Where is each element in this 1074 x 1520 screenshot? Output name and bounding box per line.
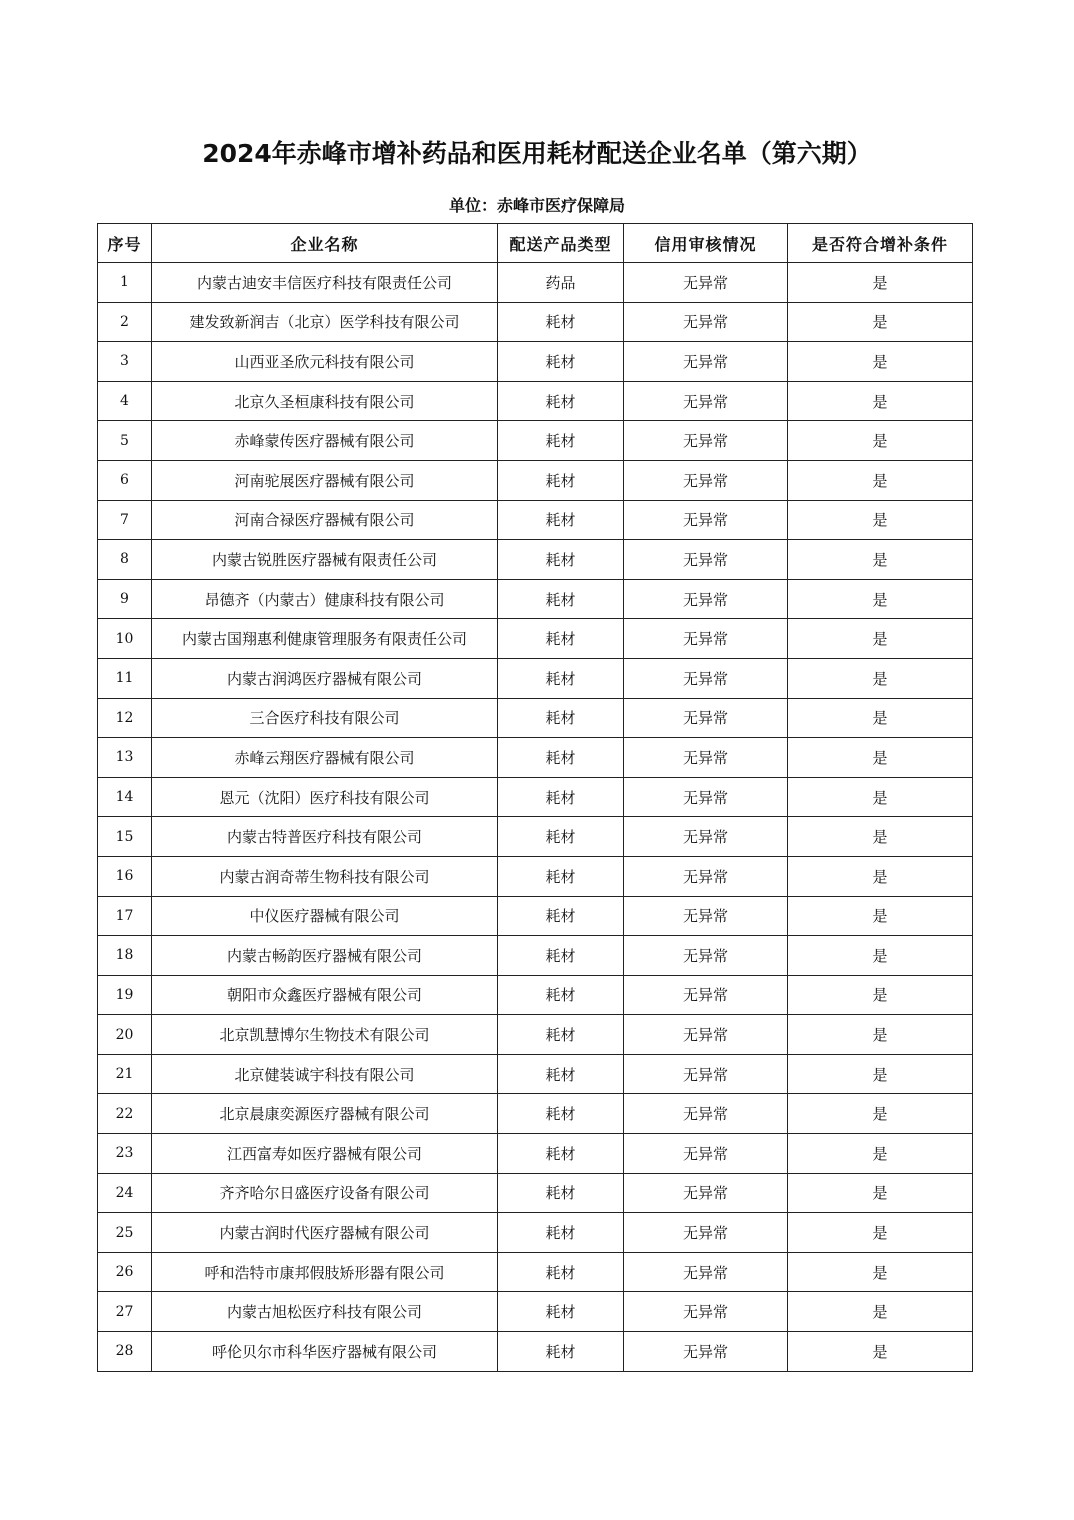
cell-eligibility: 是 <box>788 777 973 817</box>
cell-product-type: 耗材 <box>498 975 624 1015</box>
cell-credit-review: 无异常 <box>624 1213 788 1253</box>
cell-eligibility: 是 <box>788 817 973 857</box>
table-row <box>98 975 973 1015</box>
cell-seq: 2 <box>98 302 152 342</box>
cell-company-name: 内蒙古迪安丰信医疗科技有限责任公司 <box>152 263 498 303</box>
cell-company-name: 齐齐哈尔日盛医疗设备有限公司 <box>152 1173 498 1213</box>
cell-credit-review: 无异常 <box>624 1015 788 1055</box>
cell-eligibility: 是 <box>788 619 973 659</box>
cell-seq: 3 <box>98 342 152 382</box>
cell-credit-review: 无异常 <box>624 1332 788 1372</box>
cell-company-name: 建发致新润吉（北京）医学科技有限公司 <box>152 302 498 342</box>
cell-product-type: 耗材 <box>498 856 624 896</box>
cell-product-type: 耗材 <box>498 619 624 659</box>
cell-product-type: 耗材 <box>498 1213 624 1253</box>
cell-eligibility: 是 <box>788 579 973 619</box>
cell-company-name: 河南合禄医疗器械有限公司 <box>152 500 498 540</box>
cell-product-type: 药品 <box>498 263 624 303</box>
cell-seq: 5 <box>98 421 152 461</box>
cell-eligibility: 是 <box>788 263 973 303</box>
cell-eligibility: 是 <box>788 1134 973 1174</box>
table-row <box>98 1134 973 1174</box>
cell-seq: 27 <box>98 1292 152 1332</box>
table-row <box>98 342 973 382</box>
cell-seq: 4 <box>98 381 152 421</box>
cell-company-name: 北京健装诚宇科技有限公司 <box>152 1054 498 1094</box>
cell-product-type: 耗材 <box>498 698 624 738</box>
header-product-type: 配送产品类型 <box>498 224 624 263</box>
cell-company-name: 内蒙古旭松医疗科技有限公司 <box>152 1292 498 1332</box>
cell-eligibility: 是 <box>788 975 973 1015</box>
cell-credit-review: 无异常 <box>624 936 788 976</box>
cell-product-type: 耗材 <box>498 1054 624 1094</box>
cell-seq: 16 <box>98 856 152 896</box>
cell-credit-review: 无异常 <box>624 975 788 1015</box>
cell-seq: 12 <box>98 698 152 738</box>
cell-eligibility: 是 <box>788 698 973 738</box>
header-company-name: 企业名称 <box>152 224 498 263</box>
cell-credit-review: 无异常 <box>624 500 788 540</box>
cell-company-name: 内蒙古润鸿医疗器械有限公司 <box>152 658 498 698</box>
cell-eligibility: 是 <box>788 1054 973 1094</box>
cell-seq: 26 <box>98 1252 152 1292</box>
cell-seq: 13 <box>98 738 152 778</box>
cell-credit-review: 无异常 <box>624 738 788 778</box>
table-row <box>98 381 973 421</box>
cell-eligibility: 是 <box>788 421 973 461</box>
cell-eligibility: 是 <box>788 1332 973 1372</box>
cell-company-name: 河南驼展医疗器械有限公司 <box>152 460 498 500</box>
issuing-unit: 单位：赤峰市医疗保障局 <box>448 196 625 215</box>
cell-credit-review: 无异常 <box>624 1094 788 1134</box>
cell-eligibility: 是 <box>788 381 973 421</box>
cell-seq: 19 <box>98 975 152 1015</box>
cell-credit-review: 无异常 <box>624 381 788 421</box>
table-row <box>98 1292 973 1332</box>
table-row <box>98 500 973 540</box>
cell-seq: 8 <box>98 540 152 580</box>
table-row <box>98 856 973 896</box>
cell-company-name: 内蒙古特普医疗科技有限公司 <box>152 817 498 857</box>
cell-seq: 22 <box>98 1094 152 1134</box>
table-row <box>98 1213 973 1253</box>
table-row <box>98 1332 973 1372</box>
cell-product-type: 耗材 <box>498 658 624 698</box>
cell-product-type: 耗材 <box>498 381 624 421</box>
cell-company-name: 北京凯慧博尔生物技术有限公司 <box>152 1015 498 1055</box>
table-row <box>98 1054 973 1094</box>
table-row <box>98 936 973 976</box>
cell-eligibility: 是 <box>788 658 973 698</box>
cell-seq: 25 <box>98 1213 152 1253</box>
cell-credit-review: 无异常 <box>624 540 788 580</box>
cell-product-type: 耗材 <box>498 738 624 778</box>
table-row <box>98 540 973 580</box>
cell-credit-review: 无异常 <box>624 1054 788 1094</box>
cell-product-type: 耗材 <box>498 817 624 857</box>
cell-product-type: 耗材 <box>498 777 624 817</box>
table-row <box>98 896 973 936</box>
cell-seq: 15 <box>98 817 152 857</box>
cell-product-type: 耗材 <box>498 1015 624 1055</box>
cell-credit-review: 无异常 <box>624 263 788 303</box>
cell-credit-review: 无异常 <box>624 817 788 857</box>
cell-seq: 7 <box>98 500 152 540</box>
cell-product-type: 耗材 <box>498 1134 624 1174</box>
cell-company-name: 中仪医疗器械有限公司 <box>152 896 498 936</box>
cell-product-type: 耗材 <box>498 896 624 936</box>
cell-credit-review: 无异常 <box>624 658 788 698</box>
cell-product-type: 耗材 <box>498 1292 624 1332</box>
cell-seq: 10 <box>98 619 152 659</box>
cell-credit-review: 无异常 <box>624 421 788 461</box>
cell-credit-review: 无异常 <box>624 579 788 619</box>
cell-credit-review: 无异常 <box>624 342 788 382</box>
cell-eligibility: 是 <box>788 302 973 342</box>
cell-seq: 17 <box>98 896 152 936</box>
table-row <box>98 421 973 461</box>
cell-eligibility: 是 <box>788 1173 973 1213</box>
cell-eligibility: 是 <box>788 936 973 976</box>
table-row <box>98 1252 973 1292</box>
header-credit-review: 信用审核情况 <box>624 224 788 263</box>
cell-product-type: 耗材 <box>498 500 624 540</box>
table-row <box>98 263 973 303</box>
table-row <box>98 777 973 817</box>
cell-company-name: 北京晨康奕源医疗器械有限公司 <box>152 1094 498 1134</box>
table-row <box>98 302 973 342</box>
cell-credit-review: 无异常 <box>624 777 788 817</box>
cell-company-name: 三合医疗科技有限公司 <box>152 698 498 738</box>
cell-product-type: 耗材 <box>498 1173 624 1213</box>
cell-seq: 6 <box>98 460 152 500</box>
cell-company-name: 昂德齐（内蒙古）健康科技有限公司 <box>152 579 498 619</box>
table-row <box>98 619 973 659</box>
cell-credit-review: 无异常 <box>624 619 788 659</box>
cell-credit-review: 无异常 <box>624 1292 788 1332</box>
table-row <box>98 658 973 698</box>
cell-product-type: 耗材 <box>498 936 624 976</box>
table-row <box>98 738 973 778</box>
cell-seq: 1 <box>98 263 152 303</box>
cell-company-name: 赤峰蒙传医疗器械有限公司 <box>152 421 498 461</box>
cell-seq: 21 <box>98 1054 152 1094</box>
cell-eligibility: 是 <box>788 460 973 500</box>
cell-seq: 14 <box>98 777 152 817</box>
cell-credit-review: 无异常 <box>624 302 788 342</box>
cell-product-type: 耗材 <box>498 302 624 342</box>
cell-credit-review: 无异常 <box>624 896 788 936</box>
cell-eligibility: 是 <box>788 738 973 778</box>
cell-credit-review: 无异常 <box>624 1173 788 1213</box>
table-row <box>98 1094 973 1134</box>
cell-company-name: 山西亚圣欣元科技有限公司 <box>152 342 498 382</box>
cell-company-name: 内蒙古国翔惠利健康管理服务有限责任公司 <box>152 619 498 659</box>
cell-eligibility: 是 <box>788 896 973 936</box>
cell-company-name: 北京久圣桓康科技有限公司 <box>152 381 498 421</box>
cell-company-name: 朝阳市众鑫医疗器械有限公司 <box>152 975 498 1015</box>
cell-product-type: 耗材 <box>498 1332 624 1372</box>
enterprise-table <box>97 223 973 1372</box>
cell-seq: 9 <box>98 579 152 619</box>
cell-company-name: 内蒙古畅韵医疗器械有限公司 <box>152 936 498 976</box>
table-row <box>98 1173 973 1213</box>
cell-eligibility: 是 <box>788 342 973 382</box>
cell-company-name: 内蒙古润奇蒂生物科技有限公司 <box>152 856 498 896</box>
table-row <box>98 460 973 500</box>
cell-eligibility: 是 <box>788 856 973 896</box>
cell-credit-review: 无异常 <box>624 1252 788 1292</box>
cell-product-type: 耗材 <box>498 460 624 500</box>
cell-seq: 24 <box>98 1173 152 1213</box>
table-row <box>98 579 973 619</box>
cell-seq: 11 <box>98 658 152 698</box>
cell-eligibility: 是 <box>788 1213 973 1253</box>
cell-product-type: 耗材 <box>498 342 624 382</box>
header-eligibility: 是否符合增补条件 <box>788 224 973 263</box>
cell-product-type: 耗材 <box>498 1094 624 1134</box>
document-title: 2024年赤峰市增补药品和医用耗材配送企业名单（第六期） <box>202 139 872 168</box>
cell-company-name: 赤峰云翔医疗器械有限公司 <box>152 738 498 778</box>
cell-credit-review: 无异常 <box>624 856 788 896</box>
table-row <box>98 817 973 857</box>
cell-product-type: 耗材 <box>498 540 624 580</box>
cell-seq: 20 <box>98 1015 152 1055</box>
cell-credit-review: 无异常 <box>624 460 788 500</box>
cell-company-name: 内蒙古锐胜医疗器械有限责任公司 <box>152 540 498 580</box>
cell-eligibility: 是 <box>788 500 973 540</box>
cell-eligibility: 是 <box>788 540 973 580</box>
cell-credit-review: 无异常 <box>624 698 788 738</box>
table-row <box>98 1015 973 1055</box>
cell-eligibility: 是 <box>788 1015 973 1055</box>
cell-product-type: 耗材 <box>498 579 624 619</box>
cell-eligibility: 是 <box>788 1252 973 1292</box>
cell-company-name: 江西富寿如医疗器械有限公司 <box>152 1134 498 1174</box>
cell-credit-review: 无异常 <box>624 1134 788 1174</box>
cell-seq: 28 <box>98 1332 152 1372</box>
cell-eligibility: 是 <box>788 1292 973 1332</box>
table-header-row <box>98 224 973 263</box>
cell-company-name: 恩元（沈阳）医疗科技有限公司 <box>152 777 498 817</box>
cell-company-name: 内蒙古润时代医疗器械有限公司 <box>152 1213 498 1253</box>
cell-company-name: 呼和浩特市康邦假肢矫形器有限公司 <box>152 1252 498 1292</box>
cell-seq: 23 <box>98 1134 152 1174</box>
table-row <box>98 698 973 738</box>
cell-product-type: 耗材 <box>498 421 624 461</box>
cell-eligibility: 是 <box>788 1094 973 1134</box>
cell-seq: 18 <box>98 936 152 976</box>
cell-company-name: 呼伦贝尔市科华医疗器械有限公司 <box>152 1332 498 1372</box>
cell-product-type: 耗材 <box>498 1252 624 1292</box>
header-seq: 序号 <box>98 224 152 263</box>
